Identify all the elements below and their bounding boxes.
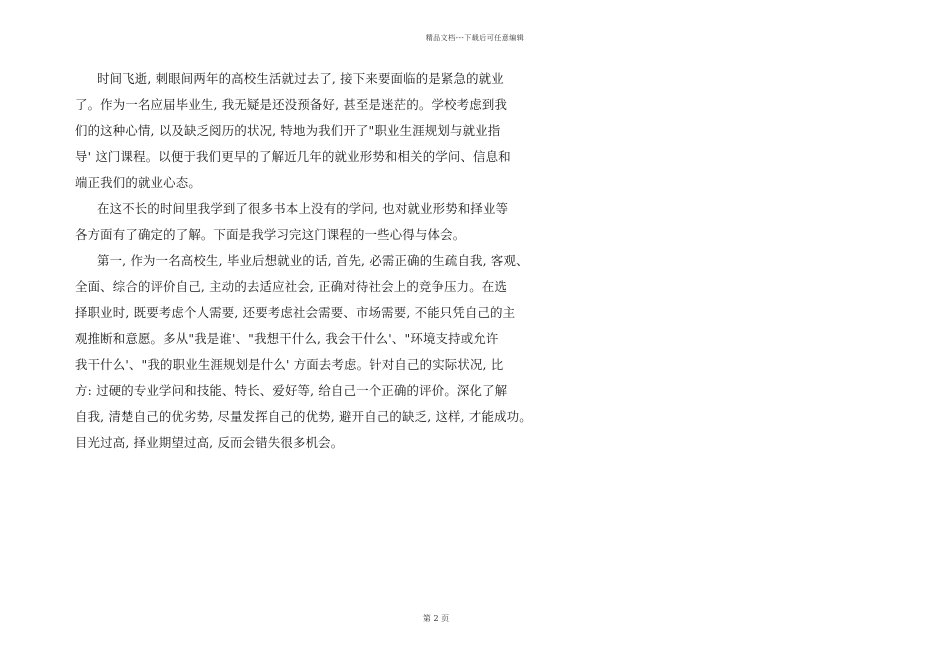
- paragraph-line: 全面、综合的评价自己, 主动的去适应社会, 正确对待社会上的竞争压力。在选: [75, 279, 508, 294]
- paragraph-line: 自我, 清楚自己的优劣势, 尽量发挥自己的优势, 避开自己的缺乏, 这样, 才能成功。: [75, 409, 532, 424]
- paragraph-line: 观推断和意愿。多从"我是谁'、"我想干什么, 我会干什么'、"环境支持或允许: [75, 331, 499, 346]
- body-text: [75, 66, 532, 456]
- paragraph-line: 方: 过硬的专业学问和技能、特长、爱好等, 给自己一个正确的评价。深化了解: [75, 383, 508, 398]
- paragraph-line: 导' 这门课程。以便于我们更早的了解近几年的就业形势和相关的学问、信息和: [75, 149, 511, 164]
- paragraph-line: 目光过高, 择业期望过高, 反而会错失很多机会。: [75, 435, 344, 450]
- page-number: 第 2 页: [422, 614, 450, 623]
- header-note: 精品文档---下载后可任意编辑: [425, 34, 525, 42]
- paragraph-line: 端正我们的就业心态。: [75, 175, 201, 190]
- paragraph-line: 我干什么'、"我的职业生涯规划是什么' 方面去考虑。针对自己的实际状况, 比: [75, 357, 504, 372]
- paragraph-line: 了。作为一名应届毕业生, 我无疑是还没预备好, 甚至是迷茫的。学校考虑到我: [75, 97, 508, 112]
- paragraph-line: 们的这种心情, 以及缺乏阅历的状况, 特地为我们开了"职业生涯规划与就业指: [75, 123, 501, 138]
- paragraph-line: 在这不长的时间里我学到了很多书本上没有的学问, 也对就业形势和择业等: [97, 201, 509, 216]
- paragraph-line: 时间飞逝, 刺眼间两年的高校生活就过去了, 接下来要面临的是紧急的就业: [97, 71, 504, 86]
- paragraph-line: 择职业时, 既要考虑个人需要, 还要考虑社会需要、市场需要, 不能只凭自己的主: [75, 305, 516, 320]
- paragraph-line: 第一, 作为一名高校生, 毕业后想就业的话, 首先, 必需正确的生疏自我, 客观、: [97, 253, 529, 268]
- paragraph-line: 各方面有了确定的了解。下面是我学习完这门课程的一些心得与体会。: [75, 227, 466, 242]
